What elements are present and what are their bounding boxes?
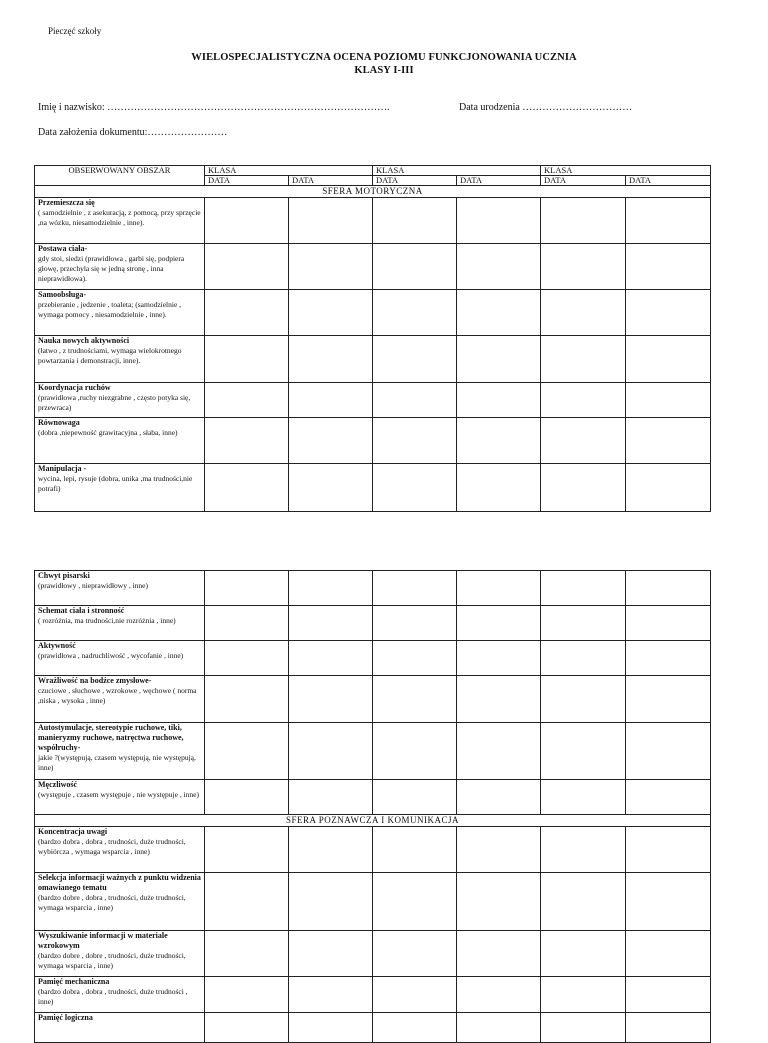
table-row: [35, 827, 711, 873]
data-header: DATA: [289, 176, 373, 186]
assessment-cell[interactable]: [289, 676, 373, 723]
area-title: Przemieszcza się: [38, 198, 95, 207]
area-description: (bardzo dobre , dobra , trudności, duże trudności, wymaga wsparcia , inne): [38, 893, 186, 912]
area-title: Chwyt pisarski: [38, 571, 90, 580]
observed-area-cell: [35, 641, 205, 676]
observed-area-cell: [35, 383, 205, 418]
area-title: Męczliwość: [38, 780, 78, 789]
observed-area-header: OBSERWOWANY OBSZAR: [35, 166, 205, 186]
assessment-cell[interactable]: [205, 1013, 289, 1043]
assessment-cell[interactable]: [626, 977, 711, 1013]
assessment-cell[interactable]: [205, 198, 289, 244]
observed-area-cell: [35, 418, 205, 464]
assessment-cell[interactable]: [289, 571, 373, 606]
assessment-cell[interactable]: [626, 827, 711, 873]
assessment-cell[interactable]: [289, 931, 373, 977]
assessment-cell[interactable]: [289, 873, 373, 931]
assessment-cell[interactable]: [289, 244, 373, 290]
assessment-cell[interactable]: [457, 723, 541, 780]
table-row: [35, 606, 711, 641]
area-description: jakie ?(występują, czasem występują, nie występują, inne): [38, 753, 196, 772]
area-description: (bardzo dobra , dobra , trudności, duże trudności , inne): [38, 987, 188, 1006]
assessment-cell[interactable]: [541, 198, 626, 244]
section-row: [35, 186, 711, 198]
assessment-table-motor: [34, 165, 711, 512]
observed-area-cell: [35, 931, 205, 977]
area-description: ( rozróżnia, ma trudności,nie rozróżnia , inne): [38, 616, 176, 625]
area-description: przebieranie , jedzenie , toaleta; (samodzielnie , wymaga pomocy , niesamodzielnie , inne).: [38, 300, 182, 319]
area-title: Autostymulacje, stereotypie ruchowe, tiki, manieryzmy ruchowe, natręctwa ruchowe, współruchy-: [38, 723, 184, 752]
assessment-cell[interactable]: [289, 827, 373, 873]
assessment-table-continued: [34, 570, 711, 1043]
klasa-header: KLASA: [541, 166, 711, 176]
assessment-cell[interactable]: [457, 827, 541, 873]
assessment-cell[interactable]: [457, 977, 541, 1013]
assessment-cell[interactable]: [289, 198, 373, 244]
area-description: wycina, lepi, rysuje (dobra, unika ,ma trudności,nie potrafi): [38, 474, 193, 493]
assessment-cell[interactable]: [541, 676, 626, 723]
assessment-cell[interactable]: [373, 244, 457, 290]
assessment-cell[interactable]: [205, 723, 289, 780]
assessment-cell[interactable]: [373, 1013, 457, 1043]
table-row: [35, 244, 711, 290]
school-stamp-label: Pieczęć szkoły: [48, 26, 102, 36]
area-title: Postawa ciała-: [38, 244, 88, 253]
assessment-cell[interactable]: [541, 641, 626, 676]
assessment-cell[interactable]: [373, 827, 457, 873]
assessment-cell[interactable]: [626, 641, 711, 676]
assessment-cell[interactable]: [457, 1013, 541, 1043]
assessment-cell[interactable]: [541, 873, 626, 931]
assessment-cell[interactable]: [373, 336, 457, 383]
assessment-cell[interactable]: [205, 780, 289, 815]
assessment-cell[interactable]: [541, 1013, 626, 1043]
assessment-cell[interactable]: [289, 641, 373, 676]
assessment-cell[interactable]: [373, 873, 457, 931]
data-header: DATA: [205, 176, 289, 186]
observed-area-cell: [35, 676, 205, 723]
document-date-field[interactable]: Data założenia dokumentu:……………………: [38, 127, 228, 138]
observed-area-cell: [35, 1013, 205, 1043]
assessment-cell[interactable]: [289, 290, 373, 336]
assessment-cell[interactable]: [626, 1013, 711, 1043]
area-description: (bardzo dobra , dobra , trudności, duże trudności, wybiórcza , wymaga wsparcia , inne): [38, 837, 186, 856]
assessment-cell[interactable]: [373, 198, 457, 244]
assessment-cell[interactable]: [289, 336, 373, 383]
data-header: DATA: [541, 176, 626, 186]
assessment-cell[interactable]: [626, 383, 711, 418]
area-title: Selekcja informacji ważnych z punktu widzenia omawianego tematu: [38, 873, 201, 892]
observed-area-cell: [35, 336, 205, 383]
area-description: (prawidłowa , nadruchliwość , wycofanie , inne): [38, 651, 184, 660]
table-row: [35, 571, 711, 606]
assessment-cell[interactable]: [541, 977, 626, 1013]
table-row: [35, 290, 711, 336]
assessment-cell[interactable]: [205, 676, 289, 723]
assessment-cell[interactable]: [457, 606, 541, 641]
assessment-cell[interactable]: [541, 931, 626, 977]
observed-area-cell: [35, 244, 205, 290]
assessment-cell[interactable]: [541, 244, 626, 290]
assessment-cell[interactable]: [373, 464, 457, 512]
observed-area-cell: [35, 571, 205, 606]
document-title: WIELOSPECJALISTYCZNA OCENA POZIOMU FUNKCJONOWANIA UCZNIA: [191, 52, 577, 63]
assessment-cell[interactable]: [373, 418, 457, 464]
assessment-cell[interactable]: [541, 418, 626, 464]
assessment-cell[interactable]: [541, 827, 626, 873]
table-row: [35, 383, 711, 418]
assessment-cell[interactable]: [289, 1013, 373, 1043]
document-subtitle: KLASY I-III: [354, 65, 414, 76]
assessment-cell[interactable]: [205, 464, 289, 512]
table-row: [35, 336, 711, 383]
assessment-cell[interactable]: [373, 606, 457, 641]
section-row: [35, 815, 711, 827]
table-row: [35, 641, 711, 676]
assessment-cell[interactable]: [626, 464, 711, 512]
assessment-cell[interactable]: [626, 873, 711, 931]
assessment-cell[interactable]: [541, 383, 626, 418]
assessment-cell[interactable]: [541, 571, 626, 606]
assessment-cell[interactable]: [373, 780, 457, 815]
area-description: (dobra ,niepewność grawitacyjna , słaba, inne): [38, 428, 178, 437]
assessment-cell[interactable]: [373, 676, 457, 723]
section-cognitive-label: SFERA POZNAWCZA I KOMUNIKACJA: [35, 815, 711, 827]
assessment-cell[interactable]: [457, 383, 541, 418]
table-row: [35, 198, 711, 244]
assessment-cell[interactable]: [373, 641, 457, 676]
assessment-cell[interactable]: [541, 780, 626, 815]
section-motor-label: SFERA MOTORYCZNA: [35, 186, 711, 198]
assessment-cell[interactable]: [457, 464, 541, 512]
assessment-cell[interactable]: [626, 418, 711, 464]
klasa-header: KLASA: [205, 166, 373, 176]
observed-area-cell: [35, 198, 205, 244]
assessment-cell[interactable]: [289, 464, 373, 512]
assessment-cell[interactable]: [626, 244, 711, 290]
area-description: (prawidłowy , nieprawidłowy , inne): [38, 581, 148, 590]
assessment-cell[interactable]: [626, 676, 711, 723]
observed-area-cell: [35, 873, 205, 931]
area-title: Samoobsługa-: [38, 290, 87, 299]
assessment-cell[interactable]: [205, 244, 289, 290]
observed-area-cell: [35, 827, 205, 873]
assessment-cell[interactable]: [457, 676, 541, 723]
assessment-cell[interactable]: [626, 336, 711, 383]
klasa-header: KLASA: [373, 166, 541, 176]
assessment-cell[interactable]: [373, 383, 457, 418]
data-header: DATA: [373, 176, 457, 186]
area-title: Wrażliwość na bodźce zmysłowe-: [38, 676, 152, 685]
assessment-cell[interactable]: [541, 290, 626, 336]
area-title: Nauka nowych aktywności: [38, 336, 130, 345]
assessment-cell[interactable]: [457, 336, 541, 383]
birth-date-field[interactable]: Data urodzenia ……………………………: [459, 102, 633, 113]
observed-area-cell: [35, 723, 205, 780]
table-header-row-klasa: [35, 166, 711, 176]
assessment-cell[interactable]: [626, 290, 711, 336]
table-row: [35, 977, 711, 1013]
assessment-cell[interactable]: [457, 244, 541, 290]
assessment-cell[interactable]: [289, 780, 373, 815]
area-title: Pamięć mechaniczna: [38, 977, 110, 986]
assessment-cell[interactable]: [541, 464, 626, 512]
assessment-cell[interactable]: [289, 606, 373, 641]
observed-area-cell: [35, 606, 205, 641]
assessment-cell[interactable]: [541, 606, 626, 641]
assessment-cell[interactable]: [457, 780, 541, 815]
observed-area-cell: [35, 780, 205, 815]
area-description: ( samodzielnie , z asekuracją, z pomocą, przy sprzęcie ,na wózku, niesamodzielnie , inne).: [38, 208, 201, 227]
assessment-cell[interactable]: [289, 723, 373, 780]
assessment-cell[interactable]: [205, 336, 289, 383]
assessment-cell[interactable]: [205, 873, 289, 931]
assessment-cell[interactable]: [205, 827, 289, 873]
area-title: Koordynacja ruchów: [38, 383, 111, 392]
area-title: Manipulacja -: [38, 464, 87, 473]
assessment-cell[interactable]: [626, 723, 711, 780]
table-row: [35, 418, 711, 464]
table-row: [35, 931, 711, 977]
table-row: [35, 1013, 711, 1043]
assessment-cell[interactable]: [541, 723, 626, 780]
area-title: Pamięć logiczna: [38, 1013, 93, 1022]
assessment-cell[interactable]: [457, 198, 541, 244]
assessment-cell[interactable]: [205, 641, 289, 676]
area-description: gdy stoi, siedzi (prawidłowa , garbi się, podpiera głowę, przechyla się w jedną stronę , inna nieprawidłowa).: [38, 254, 185, 283]
assessment-cell[interactable]: [205, 606, 289, 641]
assessment-cell[interactable]: [373, 290, 457, 336]
area-title: Schemat ciała i stronność: [38, 606, 125, 615]
assessment-cell[interactable]: [205, 977, 289, 1013]
assessment-cell[interactable]: [205, 571, 289, 606]
observed-area-cell: [35, 290, 205, 336]
assessment-cell[interactable]: [373, 571, 457, 606]
table-row: [35, 723, 711, 780]
assessment-cell[interactable]: [626, 780, 711, 815]
area-title: Koncentracja uwagi: [38, 827, 108, 836]
assessment-cell[interactable]: [457, 641, 541, 676]
assessment-cell[interactable]: [457, 931, 541, 977]
assessment-cell[interactable]: [541, 336, 626, 383]
assessment-cell[interactable]: [289, 418, 373, 464]
assessment-cell[interactable]: [373, 723, 457, 780]
assessment-cell[interactable]: [289, 977, 373, 1013]
assessment-cell[interactable]: [626, 198, 711, 244]
table-row: [35, 676, 711, 723]
assessment-cell[interactable]: [457, 873, 541, 931]
observed-area-cell: [35, 977, 205, 1013]
table-row: [35, 464, 711, 512]
table-row: [35, 873, 711, 931]
assessment-cell[interactable]: [457, 571, 541, 606]
assessment-cell[interactable]: [457, 418, 541, 464]
name-field[interactable]: Imię i nazwisko: ………………………………………………………………………….: [38, 102, 390, 113]
assessment-cell[interactable]: [373, 977, 457, 1013]
data-header: DATA: [457, 176, 541, 186]
assessment-cell[interactable]: [373, 931, 457, 977]
area-title: Aktywność: [38, 641, 76, 650]
assessment-cell[interactable]: [205, 418, 289, 464]
assessment-cell[interactable]: [205, 931, 289, 977]
table-row: [35, 780, 711, 815]
area-description: (bardzo dobre , dobre , trudności, duże trudności, wymaga wsparcia , inne): [38, 951, 186, 970]
assessment-cell[interactable]: [626, 931, 711, 977]
area-description: czuciowe , słuchowe , wzrokowe , węchowe ( norma ,niska , wysoka , inne): [38, 686, 197, 705]
assessment-cell[interactable]: [626, 606, 711, 641]
assessment-cell[interactable]: [626, 571, 711, 606]
assessment-cell[interactable]: [289, 383, 373, 418]
area-title: Równowaga: [38, 418, 80, 427]
area-description: (prawidłowa ,ruchy niezgrabne , często potyka się, przewraca): [38, 393, 191, 412]
assessment-cell[interactable]: [457, 290, 541, 336]
observed-area-cell: [35, 464, 205, 512]
area-title: Wyszukiwanie informacji w materiale wzrokowym: [38, 931, 168, 950]
area-description: (łatwo , z trudnościami, wymaga wielokrotnego powtarzania i demonstracji, inne).: [38, 346, 182, 365]
data-header: DATA: [626, 176, 711, 186]
area-description: (występuje , czasem występuje , nie występuje , inne): [38, 790, 199, 799]
assessment-cell[interactable]: [205, 383, 289, 418]
assessment-cell[interactable]: [205, 290, 289, 336]
